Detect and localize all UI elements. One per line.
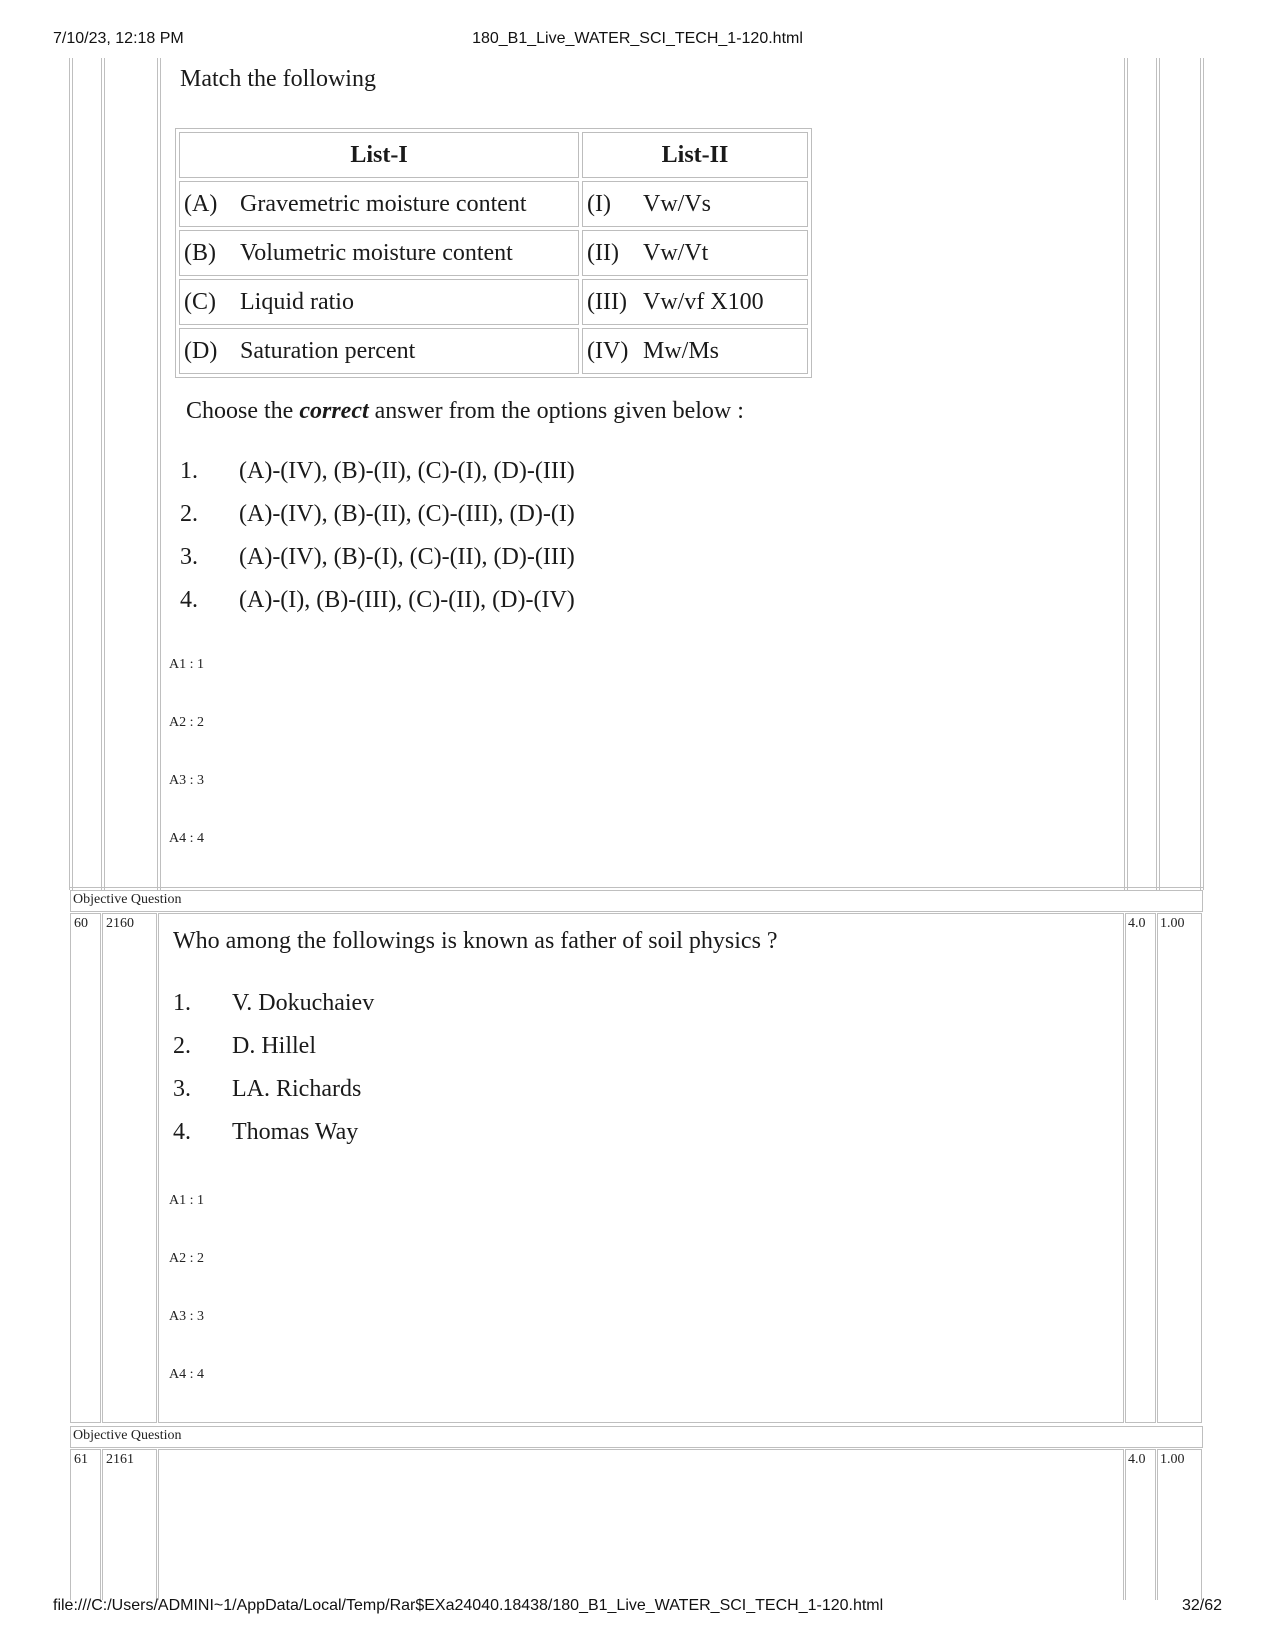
qid-cell bbox=[102, 1449, 157, 1600]
objective-question-bar bbox=[70, 1426, 1203, 1448]
answer-key-1: A1 : 1 bbox=[169, 657, 204, 672]
option-number: 1. bbox=[173, 990, 191, 1016]
question-60-marks: 4.0 bbox=[1128, 916, 1146, 931]
option-text: (A)-(I), (B)-(III), (C)-(II), (D)-(IV) bbox=[239, 587, 575, 613]
question-61-marks: 4.0 bbox=[1128, 1452, 1146, 1467]
instruction-pre: Choose the bbox=[186, 398, 300, 424]
qid-cell bbox=[102, 913, 157, 1423]
question-61-negative: 1.00 bbox=[1160, 1452, 1185, 1467]
match-table-row bbox=[179, 279, 808, 325]
option-number: 4. bbox=[180, 587, 198, 613]
answer-key-3: A3 : 3 bbox=[169, 773, 204, 788]
option-number: 3. bbox=[173, 1076, 191, 1102]
match-table-header-list2: List-II bbox=[582, 132, 808, 178]
match-table-header-list1: List-I bbox=[179, 132, 579, 178]
option-number: 2. bbox=[180, 501, 198, 527]
grid-line bbox=[1124, 58, 1125, 890]
grid-line bbox=[1203, 58, 1204, 890]
match-table bbox=[175, 128, 812, 378]
question-60-serial: 60 bbox=[74, 916, 88, 931]
objective-question-bar bbox=[70, 890, 1203, 912]
print-datetime: 7/10/23, 12:18 PM bbox=[53, 30, 184, 47]
row-letter: (C) bbox=[184, 288, 216, 315]
print-footer bbox=[0, 1597, 1275, 1619]
negative-marks-cell bbox=[1157, 913, 1202, 1423]
grid-line bbox=[69, 58, 70, 890]
print-file-path: file:///C:/Users/ADMINI~1/AppData/Local/Temp/Rar$EXa24040.18438/180_B1_Live_WATER_SCI_TECH_1-120.html bbox=[53, 1597, 884, 1614]
option-number: 2. bbox=[173, 1033, 191, 1059]
print-page-number: 32/62 bbox=[1181, 1597, 1222, 1614]
match-table-row bbox=[179, 181, 808, 227]
row-letter: (A) bbox=[184, 190, 218, 217]
question-59-intro: Match the following bbox=[180, 66, 376, 92]
negative-marks-cell bbox=[1157, 1449, 1202, 1600]
row-right-text: Vw/Vt bbox=[643, 239, 709, 266]
marks-cell bbox=[1125, 1449, 1156, 1600]
grid-line bbox=[157, 58, 158, 890]
instruction-post: answer from the options given below : bbox=[368, 398, 744, 424]
marks-cell bbox=[1125, 913, 1156, 1423]
question-61-id: 2161 bbox=[106, 1452, 134, 1467]
row-roman: (I) bbox=[587, 190, 611, 217]
question-61-body-cell bbox=[158, 1449, 1124, 1600]
row-roman: (II) bbox=[587, 239, 619, 266]
match-table-row bbox=[179, 230, 808, 276]
print-header bbox=[0, 30, 1275, 52]
row-roman: (III) bbox=[587, 288, 627, 315]
grid-line bbox=[72, 58, 73, 890]
question-61-serial: 61 bbox=[74, 1452, 88, 1467]
grid-line bbox=[1159, 58, 1160, 890]
row-letter: (B) bbox=[184, 239, 216, 266]
grid-line bbox=[1127, 58, 1128, 890]
question-60-text: Who among the followings is known as father of soil physics ? bbox=[173, 928, 778, 954]
option-text: V. Dokuchaiev bbox=[232, 990, 375, 1016]
option-text: (A)-(IV), (B)-(II), (C)-(I), (D)-(III) bbox=[239, 458, 575, 484]
answer-key-1: A1 : 1 bbox=[169, 1193, 204, 1208]
option-text: (A)-(IV), (B)-(I), (C)-(II), (D)-(III) bbox=[239, 544, 575, 570]
option-text: LA. Richards bbox=[232, 1076, 362, 1102]
question-60-negative: 1.00 bbox=[1160, 916, 1185, 931]
grid-line bbox=[69, 887, 1204, 888]
grid-line bbox=[104, 58, 105, 890]
match-table-row bbox=[179, 328, 808, 374]
instruction-emphasis: correct bbox=[299, 398, 369, 424]
row-right-text: Vw/Vs bbox=[643, 190, 712, 217]
print-doc-title: 180_B1_Live_WATER_SCI_TECH_1-120.html bbox=[472, 30, 803, 47]
answer-key-4: A4 : 4 bbox=[169, 831, 204, 846]
answer-key-2: A2 : 2 bbox=[169, 715, 204, 730]
answer-key-2: A2 : 2 bbox=[169, 1251, 204, 1266]
question-60-id: 2160 bbox=[106, 916, 134, 931]
option-text: (A)-(IV), (B)-(II), (C)-(III), (D)-(I) bbox=[239, 501, 575, 527]
option-text: D. Hillel bbox=[232, 1033, 316, 1059]
grid-line bbox=[1200, 58, 1201, 890]
option-number: 4. bbox=[173, 1119, 191, 1145]
answer-key-3: A3 : 3 bbox=[169, 1309, 204, 1324]
grid-line bbox=[101, 58, 102, 890]
option-text: Thomas Way bbox=[232, 1119, 359, 1145]
row-left-text: Volumetric moisture content bbox=[240, 239, 513, 266]
row-right-text: Mw/Ms bbox=[643, 337, 720, 364]
answer-key-4: A4 : 4 bbox=[169, 1367, 204, 1382]
sno-cell bbox=[70, 1449, 101, 1600]
row-left-text: Liquid ratio bbox=[240, 288, 354, 315]
row-left-text: Saturation percent bbox=[240, 337, 416, 364]
option-number: 1. bbox=[180, 458, 198, 484]
objective-question-label: Objective Question bbox=[73, 1428, 182, 1443]
row-letter: (D) bbox=[184, 337, 218, 364]
question-59-instruction bbox=[186, 398, 744, 425]
grid-line bbox=[1156, 58, 1157, 890]
sno-cell bbox=[70, 913, 101, 1423]
row-left-text: Gravemetric moisture content bbox=[240, 190, 527, 217]
row-right-text: Vw/vf X100 bbox=[643, 288, 764, 315]
grid-line bbox=[160, 58, 161, 890]
objective-question-label: Objective Question bbox=[73, 892, 182, 907]
row-roman: (IV) bbox=[587, 337, 629, 364]
option-number: 3. bbox=[180, 544, 198, 570]
